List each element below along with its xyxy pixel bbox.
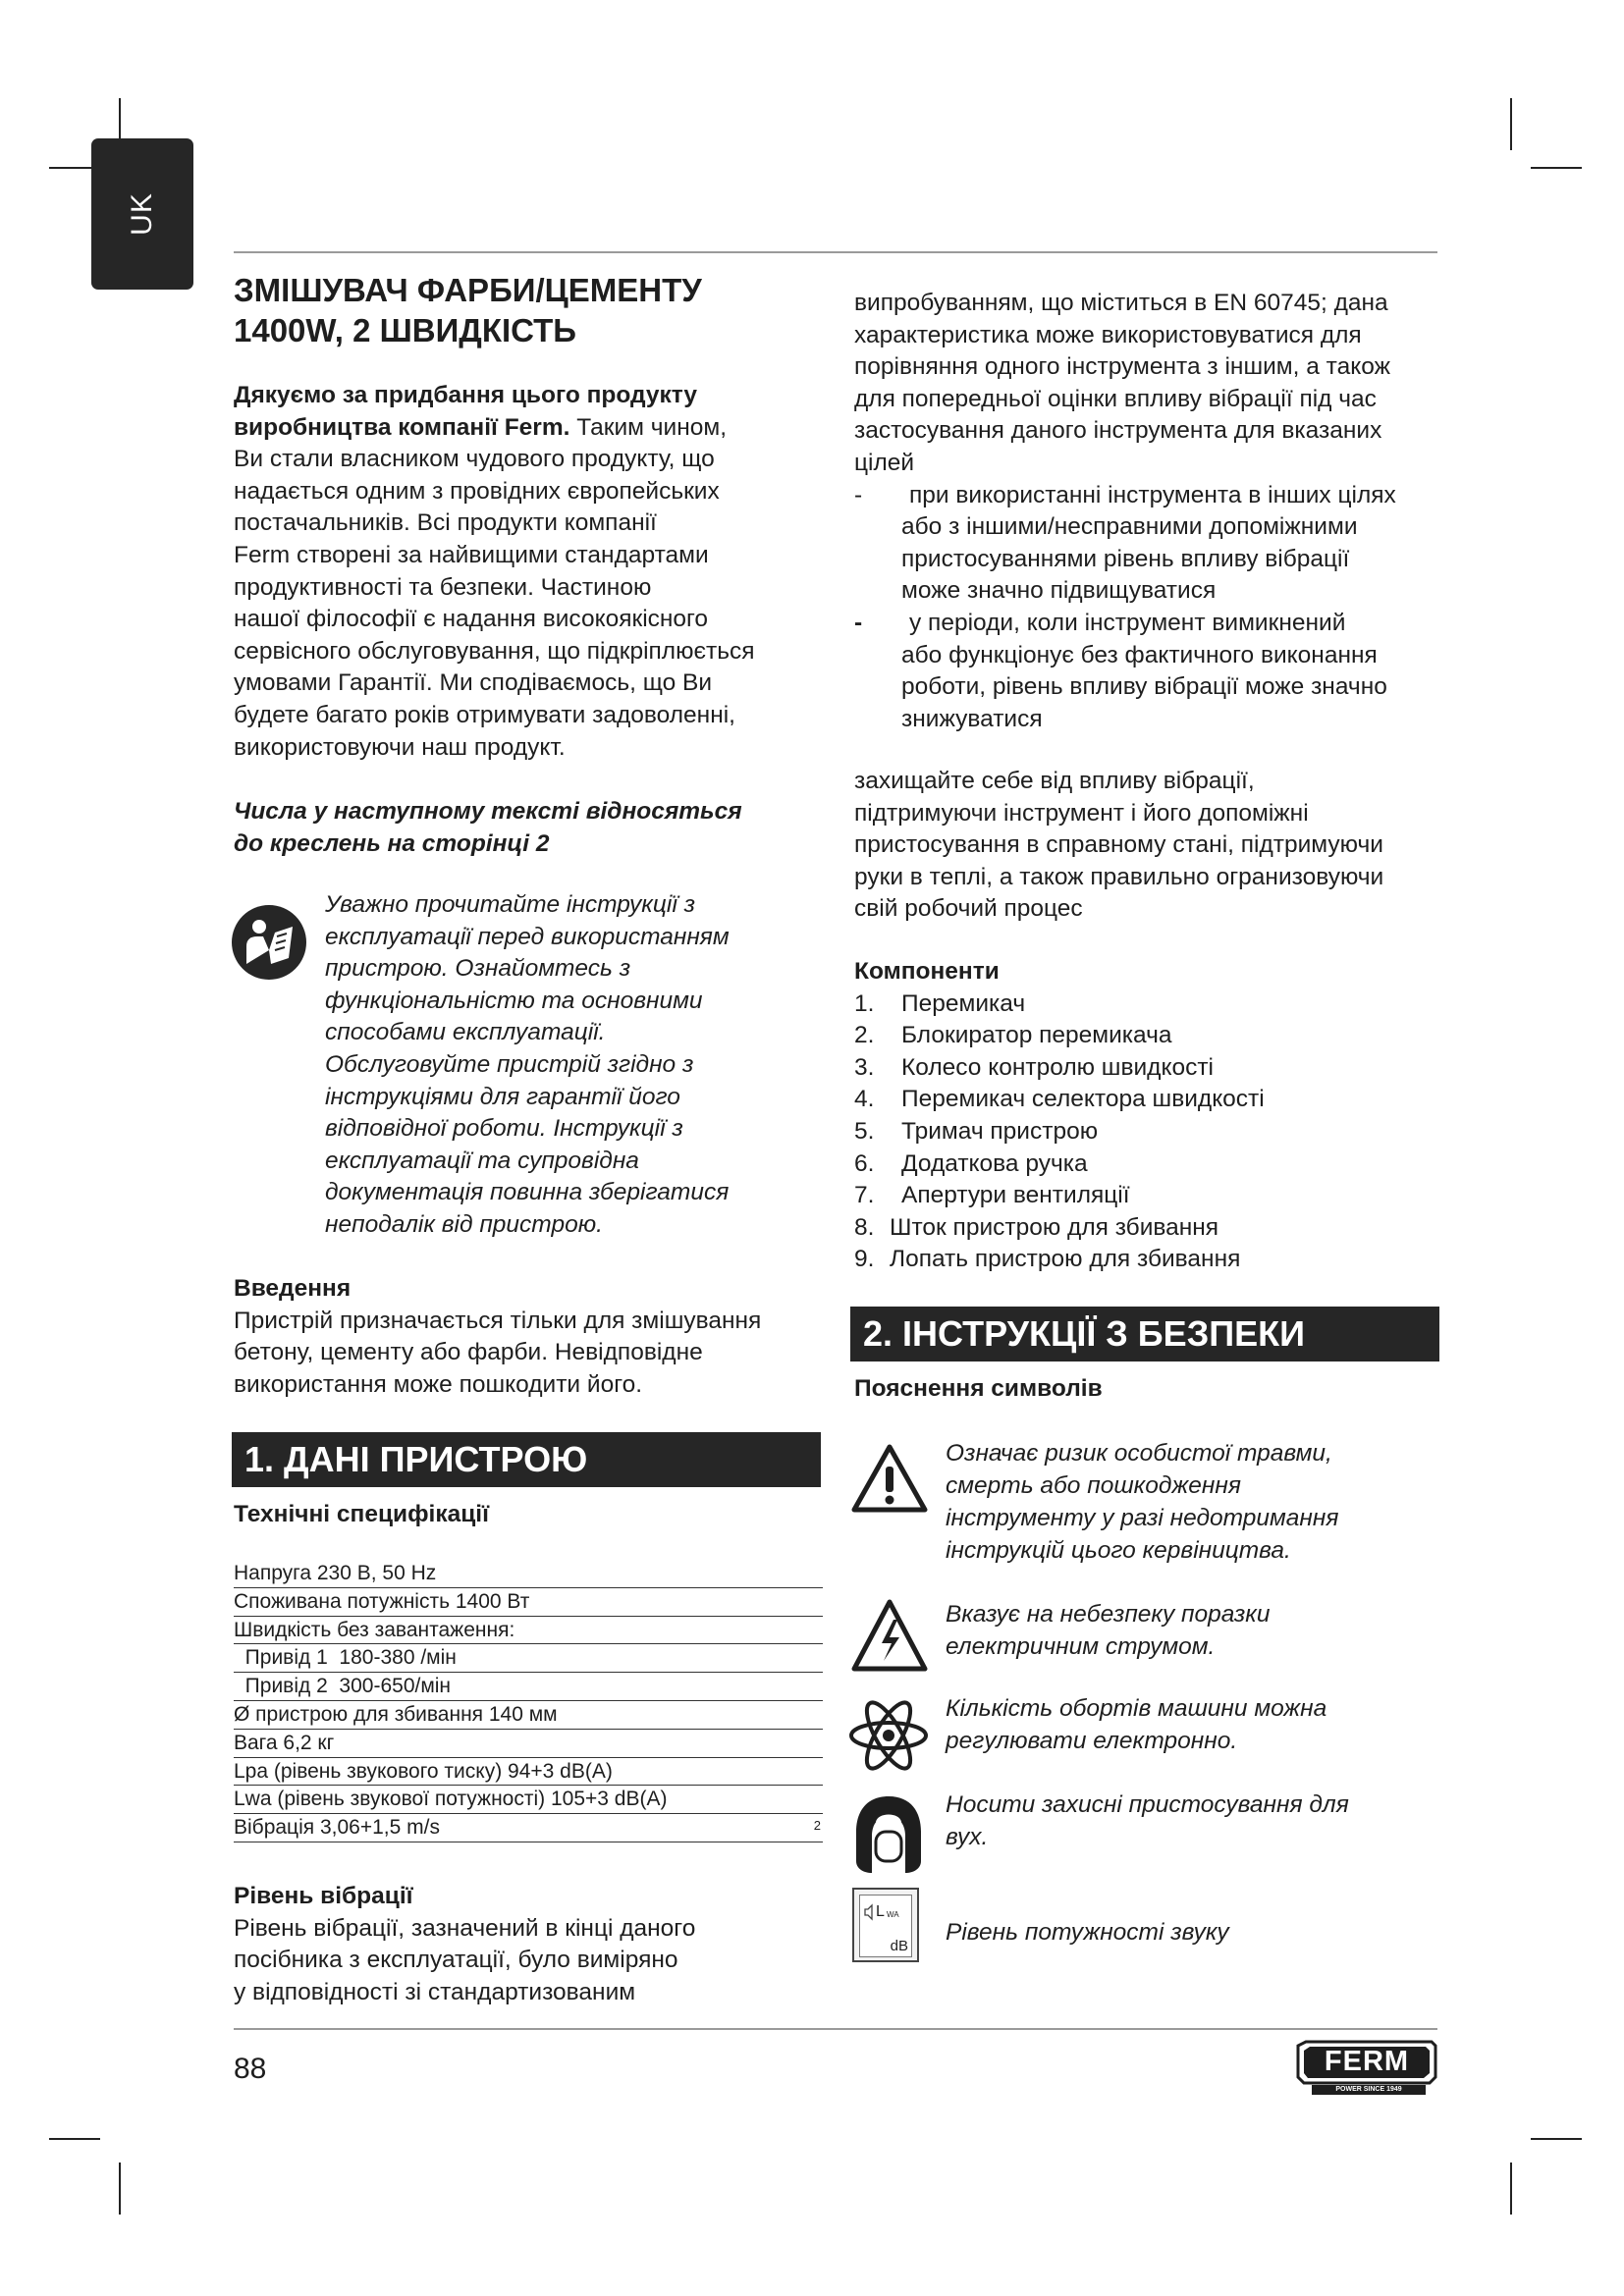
crop-mark [119, 2163, 121, 2215]
list-item: 2. Блокиратор перемикача [854, 1022, 1172, 1049]
electric-shock-icon [850, 1598, 929, 1673]
section2-banner: 2. ІНСТРУКЦІЇ З БЕЗПЕКИ [850, 1307, 1439, 1362]
language-tab [91, 138, 193, 290]
vibration-continued: випробуванням, що міститься в EN 60745; дана характеристика може використовуватися для порівняння одного інструмента з іншим, а також для попередньої оцінки впливу вібрації під час застосування даного інструмента для вказаних цілей - при використанні інструмента в інших цілях або з іншими/несправними допоміжними пристосуваннями рівень впливу вібрації може значно підвищуватися - у періоди, коли інструмент вимикнений або функціонує без фактичного виконання роботи, рівень впливу вібрації може значно знижуватися [854, 288, 1443, 735]
warning-triangle-icon [850, 1443, 929, 1514]
figures-note: Числа у наступному тексті відносяться до креслень на сторінці 2 [234, 798, 742, 857]
spec-row: Ø пристрою для збивання 140 мм [234, 1701, 823, 1730]
intro-paragraph: Дякуємо за придбання цього продукту виробництва компанії Ferm. Таким чином, Ви стали власником чудового продукту, що надається одним з провідних європейських постачальників. Всі продукти компанії Ferm створені за найвищими стандартами продуктивності та безпеки. Частиною нашої філософії є надання високоякісного сервісного обслуговування, що підкріплюється умовами Гарантії. Ми сподіваємось, що Ви будете багато років отримувати задоволенні, використовуючи наш продукт. [234, 382, 755, 761]
crop-mark [1531, 2138, 1582, 2140]
introduction-heading: Введення [234, 1275, 352, 1302]
language-tab-label: UK [126, 192, 158, 236]
spec-row: Вага 6,2 кг [234, 1730, 823, 1758]
spec-row: Споживана потужність 1400 Вт [234, 1588, 823, 1617]
crop-mark [49, 2138, 100, 2140]
introduction-block: Введення Пристрій призначається тільки для змішування бетону, цементу або фарби. Невідповідне використання може пошкодити його. [234, 1273, 823, 1401]
symbol-description: Означає ризик особистої травми, смерть або пошкодження інструменту у разі недотримання інструкцій цього кервіництва. [946, 1440, 1339, 1564]
spec-row: Напруга 230 В, 50 Hz [234, 1560, 823, 1588]
spec-row: Lpa (рівень звукового тиску) 94+3 dB(A) [234, 1758, 823, 1787]
vibration-heading: Рівень вібрації [234, 1883, 413, 1909]
header-rule [234, 251, 1437, 253]
crop-mark [1510, 2163, 1512, 2215]
ear-protection-icon [846, 1792, 931, 1875]
list-item: 4. Перемикач селектора швидкості [854, 1086, 1265, 1113]
list-item: 6. Додаткова ручка [854, 1149, 1088, 1177]
ferm-logo-text: FERM [1324, 2046, 1410, 2077]
spec-row: Швидкість без завантаження: [234, 1617, 823, 1645]
list-item: 9. Лопать пристрою для збивання [854, 1246, 1241, 1273]
list-item: 7. Апертури вентиляції [854, 1182, 1130, 1209]
read-manual-text: Уважно прочитайте інструкції з експлуатації перед використанням пристрою. Ознайомтесь з функціональністю та основними способами експлуатації. Обслуговуйте пристрій згідно з інструкціями для гарантії його відповідної роботи. Інструкції з експлуатації та супровідна документація повинна зберігатися неподалік від пристрою. [325, 891, 730, 1238]
components-heading: Компоненти [854, 958, 1000, 985]
left-column [234, 270, 823, 350]
sound-icon-wa: WA [887, 1910, 899, 1919]
list-item: 1. Перемикач [854, 989, 1026, 1017]
symbols-heading: Пояснення символів [854, 1375, 1103, 1402]
page-title: ЗМІШУВАЧ ФАРБИ/ЦЕМЕНТУ 1400W, 2 ШВИДКІСТЬ [234, 272, 702, 348]
sound-icon-db: dB [890, 1938, 908, 1954]
spec-table [234, 1560, 823, 1842]
list-item: 3. Колесо контролю швидкості [854, 1053, 1214, 1081]
sound-power-icon [852, 1888, 919, 1962]
symbol-description: Кількість обортів машини можна регулювати електронно. [946, 1695, 1327, 1754]
components-block [854, 956, 1443, 1276]
list-item: - у періоди, коли інструмент вимикнений або функціонує без фактичного виконання роботи, рівень впливу вібрації може значно знижуватися [854, 609, 1387, 732]
sound-icon-l: L [876, 1903, 885, 1920]
spec-row: Привід 1 180-380 /мін [234, 1644, 823, 1673]
list-item: - при використанні інструмента в інших цілях або з іншими/несправними допоміжними пристосуваннями рівень впливу вібрації може значно підвищуватися [854, 481, 1396, 605]
ferm-logo-tagline: POWER SINCE 1949 [1335, 2086, 1402, 2093]
electronic-speed-icon [846, 1696, 931, 1775]
list-item: 8. Шток пристрою для збивання [854, 1213, 1219, 1241]
crop-mark [1531, 167, 1582, 169]
spec-row: Lwa (рівень звукової потужності) 105+3 dB(A) [234, 1786, 823, 1814]
footer-rule [234, 2028, 1437, 2030]
symbol-description: Вказує на небезпеку поразки електричним струмом. [946, 1601, 1271, 1660]
spec-row: Вібрація 3,06+1,5 m/s 2 [234, 1814, 823, 1842]
protect-paragraph: захищайте себе від впливу вібрації, підтримуючи інструмент і його допоміжні пристосування в справному стані, підтримуючи руки в теплі, а також правильно огранизовуючи свій робочий процес [854, 768, 1384, 923]
page-number: 88 [234, 2053, 267, 2085]
read-manual-icon [230, 903, 308, 982]
symbol-description: Носити захисні пристосування для вух. [946, 1791, 1349, 1850]
symbol-description: Рівень потужності звуку [946, 1919, 1229, 1946]
section1-banner: 1. ДАНІ ПРИСТРОЮ [232, 1432, 821, 1487]
list-item: 5. Тримач пристрою [854, 1117, 1099, 1145]
tech-specs-heading: Технічні специфікації [234, 1501, 489, 1527]
vibration-block: Рівень вібрації Рівень вібрації, зазначений в кінці даного посібника з експлуатації, було виміряно у відповідності зі стандартизованим [234, 1881, 823, 2008]
ferm-logo [1294, 2038, 1439, 2099]
spec-row: Привід 2 300-650/мін [234, 1673, 823, 1701]
crop-mark [1510, 98, 1512, 150]
